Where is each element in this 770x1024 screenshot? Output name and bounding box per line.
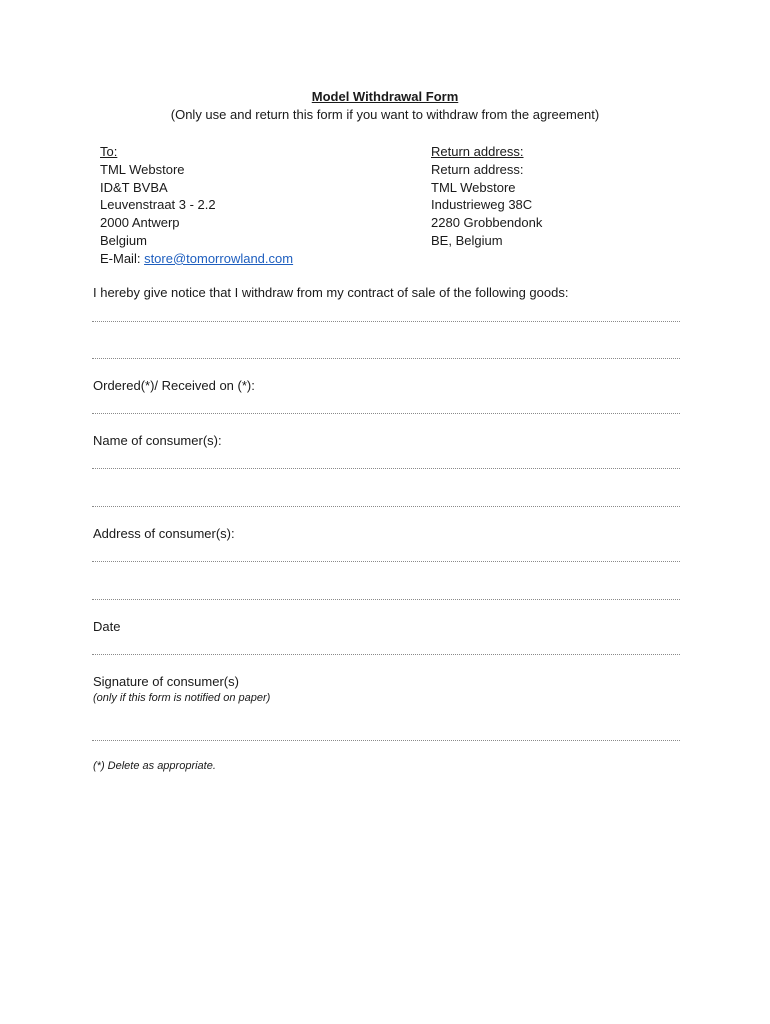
signature-line[interactable] [92, 740, 680, 741]
email-label: E-Mail: [100, 250, 145, 266]
signature-label: Signature of consumer(s) [93, 674, 239, 689]
form-subtitle: (Only use and return this form if you want to withdraw from the agreement) [170, 107, 600, 122]
date-label: Date [93, 619, 121, 634]
ordered-line[interactable] [92, 413, 680, 414]
return-line-city: 2280 Grobbendonk [431, 215, 543, 231]
ordered-label: Ordered(*)/ Received on (*): [93, 378, 255, 393]
address-line-2[interactable] [92, 599, 680, 600]
to-heading: To: [100, 144, 118, 159]
date-line[interactable] [92, 654, 680, 655]
to-email-line [100, 250, 293, 268]
to-address-block [100, 143, 293, 268]
to-line-entity: ID&T BVBA [100, 179, 168, 195]
name-line-2[interactable] [92, 506, 680, 507]
to-line-country: Belgium [100, 232, 147, 248]
signature-note: (only if this form is notified on paper) [93, 692, 271, 704]
address-line-1[interactable] [92, 561, 680, 562]
email-link[interactable]: store@tomorrowland.com [144, 250, 294, 266]
return-line-label: Return address: [431, 161, 524, 177]
return-line-country: BE, Belgium [431, 232, 503, 248]
return-line-company: TML Webstore [431, 179, 516, 195]
return-line-street: Industrieweg 38C [431, 197, 533, 213]
address-label: Address of consumer(s): [93, 526, 235, 541]
footnote: (*) Delete as appropriate. [93, 760, 216, 772]
form-title: Model Withdrawal Form [311, 89, 459, 104]
notice-text: I hereby give notice that I withdraw from my contract of sale of the following goods: [93, 285, 569, 300]
goods-line-2[interactable] [92, 358, 680, 359]
to-line-street: Leuvenstraat 3 - 2.2 [100, 197, 216, 213]
name-label: Name of consumer(s): [93, 433, 222, 448]
return-address-block [431, 143, 542, 250]
name-line-1[interactable] [92, 468, 680, 469]
to-line-company: TML Webstore [100, 161, 185, 177]
to-line-city: 2000 Antwerp [100, 215, 180, 231]
goods-line-1[interactable] [92, 321, 680, 322]
return-heading: Return address: [431, 144, 524, 159]
